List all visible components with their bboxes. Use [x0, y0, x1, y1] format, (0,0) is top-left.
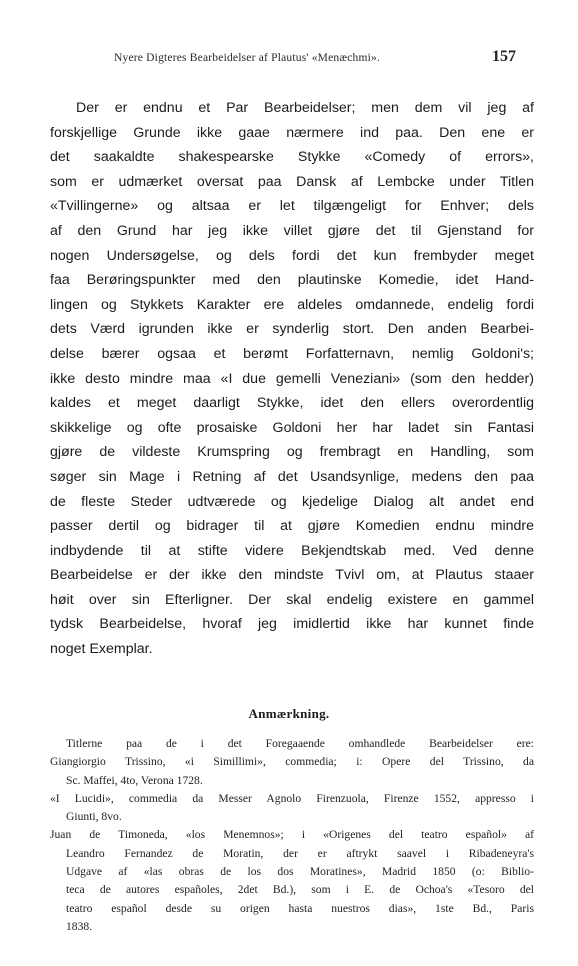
- text-line: kaldes et meget daarligt Stykke, idet den ellers overordentlig: [50, 395, 534, 412]
- text-line: som er udmærket oversat paa Dansk af Lembcke under Titlen: [50, 173, 534, 190]
- text-line: søger sin Mage i Retning af det Usandsynlige, medens den paa: [50, 468, 534, 485]
- text-line: noget Exemplar.: [50, 641, 153, 658]
- text-line: passer dertil og bidrager til at gjøre Komedien endnu mindre: [50, 518, 534, 535]
- note-line: «I Lucidi», commedia da Messer Agnolo Firenzuola, Firenze 1552, appresso i: [50, 791, 534, 805]
- page-header: [0, 48, 578, 72]
- text-line: dets Værd igrunden ikke er synderlig stort. Den anden Bearbei-: [50, 321, 534, 338]
- text-line: det saakaldte shakespearske Stykke «Comedy of errors»,: [50, 149, 534, 166]
- text-line: ikke desto mindre maa «I due gemelli Veneziani» (som den hedder): [50, 370, 534, 387]
- text-line: Der er endnu et Par Bearbeidelser; men dem vil jeg af: [76, 100, 534, 116]
- text-line: faa Berøringspunkter med den plautinske Komedie, idet Hand-: [50, 272, 534, 289]
- notes-heading: Anmærkning.: [248, 706, 330, 721]
- note-line: teca de autores españoles, 2det Bd.), som i E. de Ochoa's «Tesoro del: [66, 883, 534, 897]
- note-line: Sc. Maffei, 4to, Verona 1728.: [66, 773, 203, 787]
- text-line: nogen Undersøgelse, og dels fordi det kun frembyder meget: [50, 247, 534, 264]
- notes-section: [50, 735, 534, 936]
- text-line: tydsk Bearbeidelse, hvoraf jeg imidlertid ikke har kunnet finde: [50, 616, 534, 633]
- text-line: delse bærer ogsaa et berømt Forfatternavn, nemlig Goldoni's;: [50, 345, 534, 362]
- note-line: Udgave af «las obras de los dos Moratines», Madrid 1850 (o: Biblio-: [66, 865, 534, 879]
- text-line: de fleste Steder udtværede og kjedelige Dialog alt andet end: [50, 493, 534, 510]
- text-line: af den Grund har jeg ikke villet gjøre det til Gjenstand for: [50, 222, 534, 239]
- note-line: Giunti, 8vo.: [66, 810, 122, 824]
- text-line: forskjellige Grunde ikke gaae nærmere ind paa. Den ene er: [50, 124, 534, 141]
- note-line: Juan de Timoneda, «los Menemnos»; i «Origenes del teatro español» af: [50, 828, 534, 842]
- text-line: høit over sin Efterligner. Der skal endelig existere en gammel: [50, 591, 534, 608]
- text-line: indbydende til at stifte videre Bekjendtskab med. Ved denne: [50, 542, 534, 559]
- note-line: Giangiorgio Trissino, «i Simillimi», commedia; i: Opere del Trissino, da: [50, 755, 534, 769]
- note-line: Titlerne paa de i det Foregaaende omhandlede Bearbeidelser ere:: [66, 737, 534, 750]
- note-line: teatro español desde su origen hasta nuestros dias», 1ste Bd., Paris: [66, 901, 534, 915]
- note-line: 1838.: [66, 919, 93, 933]
- running-title: Nyere Digteres Bearbeidelser af Plautus' «Menæchmi».: [114, 52, 381, 64]
- page-number: 157: [492, 48, 516, 65]
- text-line: skikkelige og ofte prosaiske Goldoni her har ladet sin Fantasi: [50, 419, 534, 436]
- body-paragraph: [50, 96, 534, 662]
- text-line: lingen og Stykkets Karakter ere aldeles omdannede, endelig fordi: [50, 296, 534, 313]
- text-line: Bearbeidelse er der ikke den mindste Tvivl om, at Plautus staaer: [50, 567, 534, 584]
- text-line: «Tvillingerne» og altsaa er let tilgængeligt for Enhver; dels: [50, 198, 534, 215]
- note-line: Leandro Fernandez de Moratin, der er aftrykt saavel i Ribadeneyra's: [66, 846, 534, 860]
- text-line: gjøre de vildeste Krumspring og frembragt en Handling, som: [50, 444, 534, 461]
